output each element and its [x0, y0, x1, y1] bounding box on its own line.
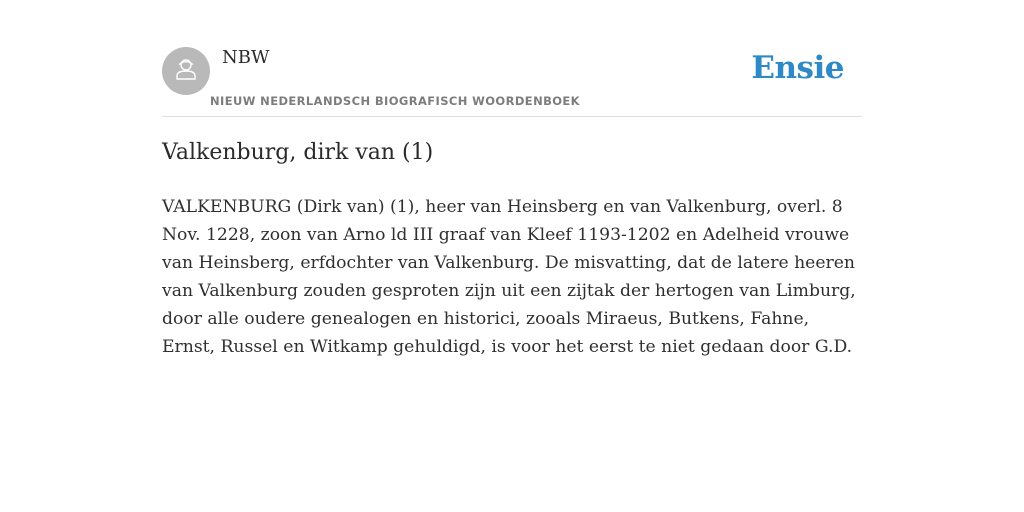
user-icon [172, 55, 200, 87]
page [162, 0, 862, 512]
source-avatar[interactable] [162, 47, 210, 95]
source-abbreviation[interactable]: NBW [222, 47, 270, 68]
source-full-name: NIEUW NEDERLANDSCH BIOGRAFISCH WOORDENBOEK [210, 94, 580, 108]
source-header [162, 0, 862, 117]
ensie-logo[interactable]: Ensie [751, 50, 844, 86]
article-title: Valkenburg, dirk van (1) [162, 140, 434, 165]
article-body: VALKENBURG (Dirk van) (1), heer van Heinsberg en van Valkenburg, overl. 8 Nov. 1228, zoon van Arno ld III graaf van Kleef 1193-1202 en Adelheid vrouwe van Heinsberg, erfdochter van Valkenburg. De misvatting, dat de latere heeren van Valkenburg zouden gesproten zijn uit een zijtak der hertogen van Limburg, door alle oudere genealogen en historici, zooals Miraeus, Butkens, Fahne, Ernst, Russel en Witkamp gehuldigd, is voor het eerst te niet gedaan door G.D. [162, 197, 856, 357]
